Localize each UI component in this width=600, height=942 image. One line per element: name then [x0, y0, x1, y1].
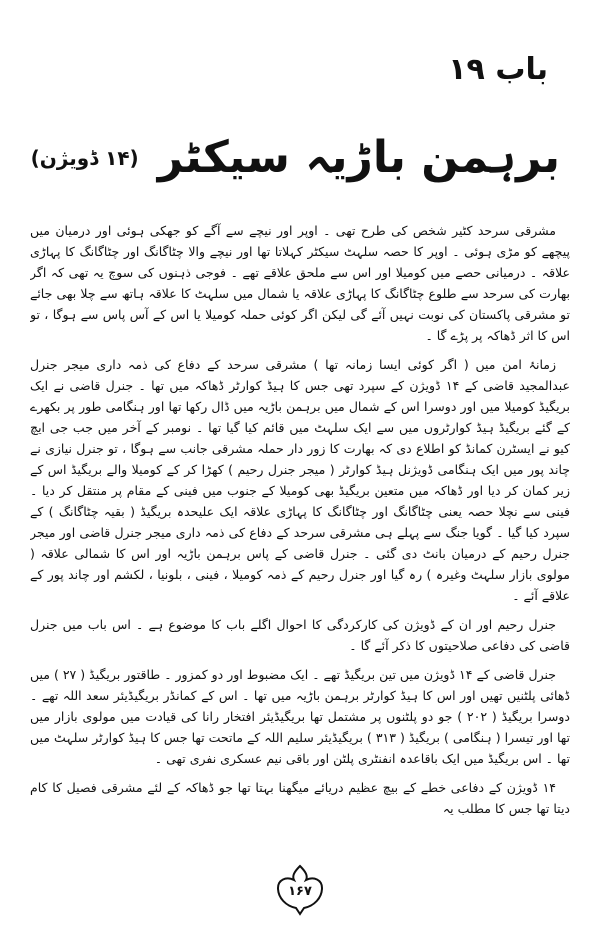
- page-number-ornament: [272, 862, 328, 918]
- page-number: ۱۶۷: [288, 884, 312, 899]
- paragraph: جنرل قاضی کے ۱۴ ڈویژن میں تین بریگیڈ تھے ۔ ایک مضبوط اور دو کمزور ۔ طاقتور بریگیڈ ( ۲۷ ) میں ڈھائی پلٹنیں تھیں اور اس کا ہیڈ کوارٹر برہمن باڑیہ میں تھا ۔ اس کے کمانڈر بریگیڈیئر سعد اللہ تھے ۔ دوسرا بریگیڈ ( ۲۰۲ ) جو دو پلٹنوں پر مشتمل تھا بریگیڈیئر افتخار رانا کی قیادت میں مولوی بازار میں تھا اور تیسرا ( ہنگامی ) بریگیڈ ( ۳۱۳ ) بریگیڈیئر سلیم اللہ کے ماتحت تھا جس کا ہیڈ کوارٹر سلہٹ میں تھا ۔ اس بریگیڈ میں ایک باقاعدہ انفنٹری پلٹن اور باقی نیم عسکری نفری تھی ۔: [30, 667, 570, 766]
- body-text: [30, 220, 570, 862]
- chapter-title: برہمن باڑیہ سیکٹر: [157, 132, 560, 183]
- paragraph: مشرقی سرحد کٹیر شخص کی طرح تھی ۔ اوپر اور نیچے سے آگے کو جھکی ہوئی اور درمیان میں پیچھے کو مڑی ہوئی ۔ اوپر کا حصہ سلہٹ سیکٹر کہلاتا تھا اور نیچے والا چٹاگانگ اور چٹاگانگ کا پہاڑی علاقہ ۔ درمیانی حصے میں کومیلا اور اس سے ملحق علاقے تھے ۔ فوجی ذہنوں کی سوچ یہ تھی کہ اگر بھارت کی سرحد سے طلوع چٹاگانگ کا پہاڑی علاقہ یا شمال میں سلہٹ کا علاقہ ہاتھ سے چلا بھی جائے تو مشرقی پاکستان کی نوبت نہیں آئے گی لیکن اگر کوئی حملہ کومیلا یا اس کے آس پاس سے ہوگا ، تو اس کا اثر ڈھاکہ پر پڑے گا ۔: [30, 223, 570, 343]
- chapter-heading: باب ۱۹: [448, 52, 548, 87]
- paragraph: زمانۂ امن میں ( اگر کوئی ایسا زمانہ تھا ) مشرقی سرحد کے دفاع کی ذمہ داری میجر جنرل عبدالمجید قاضی کے ۱۴ ڈویژن کے سپرد تھی جس کا ہیڈ کوارٹر ڈھاکہ میں تھا ۔ جنرل قاضی نے ایک بریگیڈ کومیلا میں اور دوسرا اس کے شمال میں برہمن باڑیہ میں ڈال رکھا تھا اور ہنگامی طور پر بکھرے کے گئے بریگیڈ ہیڈ کوارٹروں میں سے ایک سلہٹ میں قائم کیا گیا تھا ۔ نومبر کے آخر میں جب جی ایچ کیو نے ایسٹرن کمانڈ کو اطلاع دی کہ بھارت کا زور دار حملہ مشرقی جانب سے ہوگا ، تو جنرل نیازی نے چاند پور میں ایک ہنگامی ڈویژنل ہیڈ کوارٹر ( میجر جنرل رحیم ) کھڑا کر کے کومیلا والے بریگیڈ اس کے زیر کمان کر دیا اور ڈھاکہ میں متعین بریگیڈ بھی کومیلا کے جنوب میں فینی کے مقام پر منتقل کر دیا ۔ فینی سے نچلا حصہ یعنی چٹاگانگ اور چٹاگانگ کا پہاڑی علاقہ ایک علیحدہ بریگیڈ ( بقیہ چٹاگانگ ) کے سپرد کیا گیا ۔ گویا جنگ سے پہلے ہی مشرقی سرحد کے دفاع کی ذمہ داری میجر جنرل قاضی اور میجر جنرل رحیم کے درمیان بانٹ دی گئی ۔ جنرل قاضی کے پاس برہمن باڑیہ اور اس کا شمالی علاقہ ( مولوی بازار سلہٹ وغیرہ ) رہ گیا اور جنرل رحیم کے ذمہ کومیلا ، فینی ، بلونیا ، لکشم اور چاند پور کے علاقے آئے ۔: [30, 357, 570, 603]
- paragraph: ۱۴ ڈویژن کے دفاعی خطے کے بیچ عظیم دریائے میگھنا بہتا تھا جو ڈھاکہ کے لئے مشرقی فصیل کا کام دیتا تھا جس کا مطلب یہ: [30, 780, 570, 816]
- paragraph: جنرل رحیم اور ان کے ڈویژن کی کارکردگی کا احوال اگلے باب کا موضوع ہے ۔ اس باب میں جنرل قاضی کی دفاعی صلاحیتوں کا ذکر آئے گا ۔: [30, 617, 570, 653]
- title-block: [30, 118, 560, 198]
- chapter-subtitle: (۱۴ ڈویژن): [30, 146, 139, 170]
